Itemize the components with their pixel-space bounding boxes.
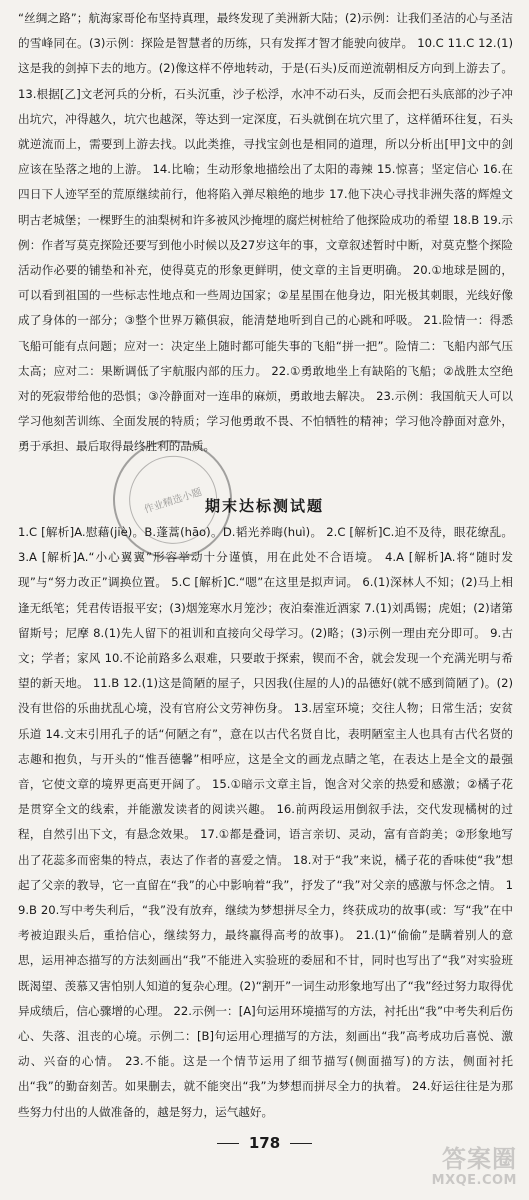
dash-left [217, 1143, 239, 1144]
watermark-text: 答案圈 [442, 1145, 517, 1173]
page-number-value: 178 [248, 1134, 281, 1152]
answer-text-continued: “丝绸之路”；航海家哥伦布坚持真理，最终发现了美洲新大陆；(2)示例：让我们圣洁的心与圣洁的雪峰同在。(3)示例：探险是智慧者的历练，只有发挥才智才能驶向彼岸。 10.C 11.C 12.(1)这是我的剑掉下去的地方。(2)像这样不停地转动，于是(石头)反而逆流朝相反方向到上游去了。 13.根据[乙]文老河兵的分析，石头沉重，沙子松浮，水冲不动石头，反而会把石头底部的沙子冲出坑穴，冲得越久，坑穴也越深，等达到一定深度，石头就倒在坑穴里了，这样循环往复，石头就逆流而上，需要到上游去找。以此类推，寻找宝剑也是相同的道理，所以分析出[甲]文中的剑应该在坠落之地的上游。 14.比喻；生动形象地描绘出了太阳的毒辣 15.惊喜；坚定信心 16.在四日下人迹罕至的荒原继续前行，他将陷入弹尽粮绝的地步 17.他下决心寻找非洲失落的辉煌文明古老城堡；一棵野生的油梨树和许多被风沙掩埋的腐烂树桩给了他探险成功的希望 18.B 19.示例：作者写莫克探险还要写到他小时候以及27岁这年的事，文章叙述暂时中断，对莫克整个探险活动作必要的铺垫和补充，使得莫克的形象更鲜明，使文章的主旨更明确。 20.①地球是圆的，可以看到祖国的一些标志性地点和一些周边国家；②星星围在他身边，阳光极其刺眼，光线好像成了身体的一部分；③整个世界万籁俱寂，能清楚地听到自己的心跳和呼吸。 21.险情一：得悉飞船可能有点问题；应对一：决定坐上随时都可能失事的飞船“拼一把”。险情二：飞船内部气压太高；应对二：果断调低了宇航服内部的压力。 22.①勇敢地坐上有缺陷的飞船；②战胜太空绝对的死寂带给他的恐惧；③冷静面对一连串的麻烦，勇敢地去解决。 23.示例：我国航天人可以学习他刻苦训练、全面发展的特质；学习他勇敢不畏、不怕牺牲的精神；学习他冷静面对意外，勇于承担、最后取得最终胜利的品质。 [18, 11, 513, 454]
stamp-label: 作业精选小题 [142, 486, 204, 516]
final-exam-answers: 1.C [解析]A.慰藉(jiè)。B.蓬蒿(hāo)。D.韬光养晦(huì)。 2.C [解析]C.迫不及待，眼花缭乱。 3.A [解析]A.“小心翼翼”形容举动十分谨慎，用在此处不合语境。 4.A [解析]A.将“随时发现”与“努力改正”调换位置。 5.C [解析]C.“嗯”在这里是拟声词。 6.(1)深林人不知；(2)马上相逢无纸笔；凭君传语报平安；(3)烟笼寒水月笼沙；夜泊秦淮近酒家 7.(1)刘禹锡；虎姐；(2)诸第留斯号；尼摩 8.(1)先人留下的祖训和直接向父母学习。(2)略；(3)示例一理由充分即可。 9.古文；学者；家风 10.不论前路多么艰难，只要敢于探索，锲而不舍，就会发现一个充满光明与希望的新天地。 11.B 12.(1)这是简陋的屋子，只因我(住屋的人)的品德好(就不感到简陋了)。(2)没有世俗的乐曲扰乱心境，没有官府公文劳神伤身。 13.居室环境；交往人物；日常生活；安贫乐道 14.文末引用孔子的话“何陋之有”，意在以古代名贤自比，表明陋室主人也具有古代名贤的志趣和抱负，与开头的“惟吾德馨”相呼应，这是全文的画龙点睛之笔，在表达上是全文的最强音，它使文章的境界更高更开阔了。 15.①暗示文章主旨，饱含对父亲的热爱和感激；②橘子花是贯穿全文的线索，并能激发读者的阅读兴趣。 16.前两段运用倒叙手法，交代发现橘树的过程，自然引出下文，有悬念效果。 17.①都是叠词，语言亲切、灵动，富有音韵美；②形象地写出了花蕊多而密集的特点，表达了作者的喜爱之情。 18.对于“我”来说，橘子花的香味使“我”想起了父亲的教导，它一直留在“我”的心中影响着“我”，抒发了“我”对父亲的感激与怀念之情。 19.B 20.写中考失利后，“我”没有放弃，继续为梦想拼尽全力，终获成功的故事(或：写“我”在中考被迫跟头后，重拾信心，继续努力，最终赢得高考的故事)。 21.(1)“偷偷”是瞒着别人的意思，运用神态描写的方法刻画出“我”不能进入实验班的委屈和不甘，同时也写出了“我”对实验班既渴望、羡慕又害怕别人知道的复杂心理。(2)“割开”一词生动形象地写出了“我”经过努力取得优异成绩后，信心骤增的心理。 22.示例一：[A]句运用环境描写的方法，衬托出“我”中考失利后伤心、失落、沮丧的心境。示例二：[B]句运用心理描写的方法，刻画出“我”高考成功后喜悦、激动、兴奋的心情。 23.不能。这是一个情节运用了细节描写(侧面描写)的方法，侧面衬托出“我”的勤奋刻苦。如果删去，就不能突出“我”为梦想而拼尽全力的执着。 24.好运往往是为那些努力付出的人做准备的，越是努力，运气越好。 [18, 525, 514, 1119]
watermark-logo [431, 1145, 517, 1192]
section-title: 期末达标测试题 [204, 497, 324, 515]
watermark-url: MXQE.COM [431, 1173, 517, 1188]
dash-right [290, 1143, 312, 1144]
